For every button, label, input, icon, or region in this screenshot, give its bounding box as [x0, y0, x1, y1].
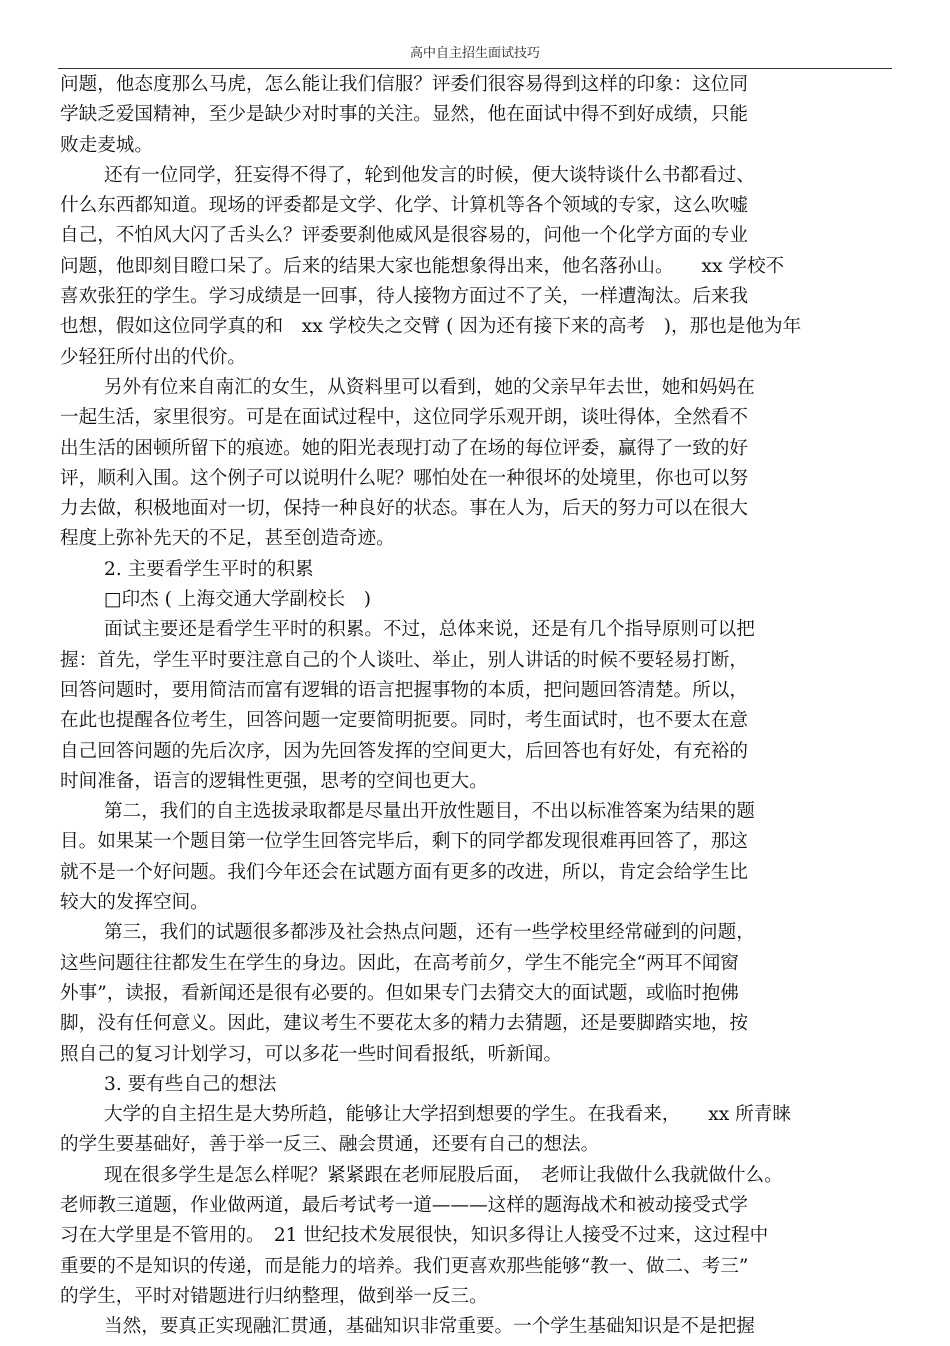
text-line: 第二，我们的自主选拔录取都是尽量出开放性题目，不出以标准答案为结果的题: [104, 801, 755, 823]
text-line: 力去做，积极地面对一切，保持一种良好的状态。事在人为，后天的努力可以在很大: [60, 498, 748, 520]
text-line: 时间准备，语言的逻辑性更强，思考的空间也更大。: [60, 770, 488, 792]
text-line: □印杰 ( 上海交通大学副校长 ): [104, 589, 372, 611]
text-line: 出生活的困顿所留下的痕迹。她的阳光表现打动了在场的每位评委，赢得了一致的好: [60, 437, 748, 459]
text-line: 败走麦城。: [60, 134, 153, 156]
text-line: 喜欢张狂的学生。学习成绩是一回事，待人接物方面过不了关，一样遭淘汰。后来我: [60, 286, 748, 308]
text-line: 照自己的复习计划学习，可以多花一些时间看报纸，听新闻。: [60, 1043, 563, 1065]
text-line: 问题，他即刻目瞪口呆了。后来的结果大家也能想象得出来，他名落孙山。 xx 学校不: [60, 255, 785, 277]
text-line: 自己，不怕风大闪了舌头么？评委要刹他威风是很容易的，问他一个化学方面的专业: [60, 225, 748, 247]
text-line: 另外有位来自南汇的女生，从资料里可以看到，她的父亲早年去世，她和妈妈在: [104, 376, 755, 398]
text-line: 当然，要真正实现融汇贯通，基础知识非常重要。一个学生基础知识是不是把握: [104, 1316, 755, 1338]
text-line: 自己回答问题的先后次序，因为先回答发挥的空间更大，后回答也有好处，有充裕的: [60, 740, 748, 762]
text-line: 外事”，读报，看新闻还是很有必要的。但如果专门去猜交大的面试题，或临时抱佛: [60, 982, 739, 1004]
text-line: 目。如果某一个题目第一位学生回答完毕后，剩下的同学都发现很难再回答了，那这: [60, 831, 748, 853]
text-line: 较大的发挥空间。: [60, 892, 209, 914]
header-title: 高中自主招生面试技巧: [409, 46, 540, 61]
text-line: 第三，我们的试题很多都涉及社会热点问题，还有一些学校里经常碰到的问题，: [104, 922, 755, 944]
page-header: [58, 10, 892, 69]
text-line: 大学的自主招生是大势所趋，能够让大学招到想要的学生。在我看来， xx 所青睐: [104, 1104, 791, 1126]
text-line: 什么东西都知道。现场的评委都是文学、化学、计算机等各个领域的专家，这么吹嘘: [60, 195, 748, 217]
text-line: 面试主要还是看学生平时的积累。不过，总体来说，还是有几个指导原则可以把: [104, 619, 755, 641]
text-line: 3. 要有些自己的想法: [104, 1073, 277, 1095]
text-line: 的学生，平时对错题进行归纳整理，做到举一反三。: [60, 1285, 488, 1307]
text-line: 问题，他态度那么马虎，怎么能让我们信服？评委们很容易得到这样的印象：这位同: [60, 74, 748, 95]
text-line: 这些问题往往都发生在学生的身边。因此，在高考前夕，学生不能完全“两耳不闻窗: [60, 952, 739, 974]
text-line: 也想，假如这位同学真的和 xx 学校失之交臂 ( 因为还有接下来的高考 )，那也是他为年: [60, 316, 802, 338]
text-line: 习在大学里是不管用的。 21 世纪技术发展很快，知识多得让人接受不过来，这过程中: [60, 1225, 769, 1247]
text-line: 现在很多学生是怎么样呢？紧紧跟在老师屁股后面， 老师让我做什么我就做什么。: [104, 1164, 783, 1186]
text-line: 评，顺利入围。这个例子可以说明什么呢？哪怕处在一种很坏的处境里，你也可以努: [60, 467, 748, 489]
text-line: 学缺乏爱国精神，至少是缺少对时事的关注。显然，他在面试中得不到好成绩，只能: [60, 104, 748, 126]
text-line: 2. 主要看学生平时的积累: [104, 558, 314, 580]
text-line: 一起生活，家里很穷。可是在面试过程中，这位同学乐观开朗，谈吐得体，全然看不: [60, 407, 748, 429]
text-line: 握：首先，学生平时要注意自己的个人谈吐、举止，别人讲话的时候不要轻易打断，: [60, 649, 748, 671]
text-line: 重要的不是知识的传递，而是能力的培养。我们更喜欢那些能够“教一、做二、考三”: [60, 1255, 749, 1277]
text-line: 老师教三道题，作业做两道，最后考试考一道———这样的题海战术和被动接受式学: [60, 1194, 748, 1216]
text-line: 就不是一个好问题。我们今年还会在试题方面有更多的改进，所以，肯定会给学生比: [60, 861, 748, 883]
text-line: 还有一位同学，狂妄得不得了，轮到他发言的时候，便大谈特谈什么书都看过、: [104, 164, 755, 186]
document-body: [60, 70, 894, 1342]
text-line: 脚，没有任何意义。因此，建议考生不要花太多的精力去猜题，还是要脚踏实地，按: [60, 1013, 748, 1035]
text-line: 少轻狂所付出的代价。: [60, 346, 246, 368]
text-line: 在此也提醒各位考生，回答问题一定要简明扼要。同时，考生面试时，也不要太在意: [60, 710, 748, 732]
text-line: 回答问题时，要用简洁而富有逻辑的语言把握事物的本质，把问题回答清楚。所以，: [60, 679, 748, 701]
text-line: 程度上弥补先天的不足，甚至创造奇迹。: [60, 528, 395, 550]
text-line: 的学生要基础好，善于举一反三、融会贯通，还要有自己的想法。: [60, 1134, 600, 1156]
